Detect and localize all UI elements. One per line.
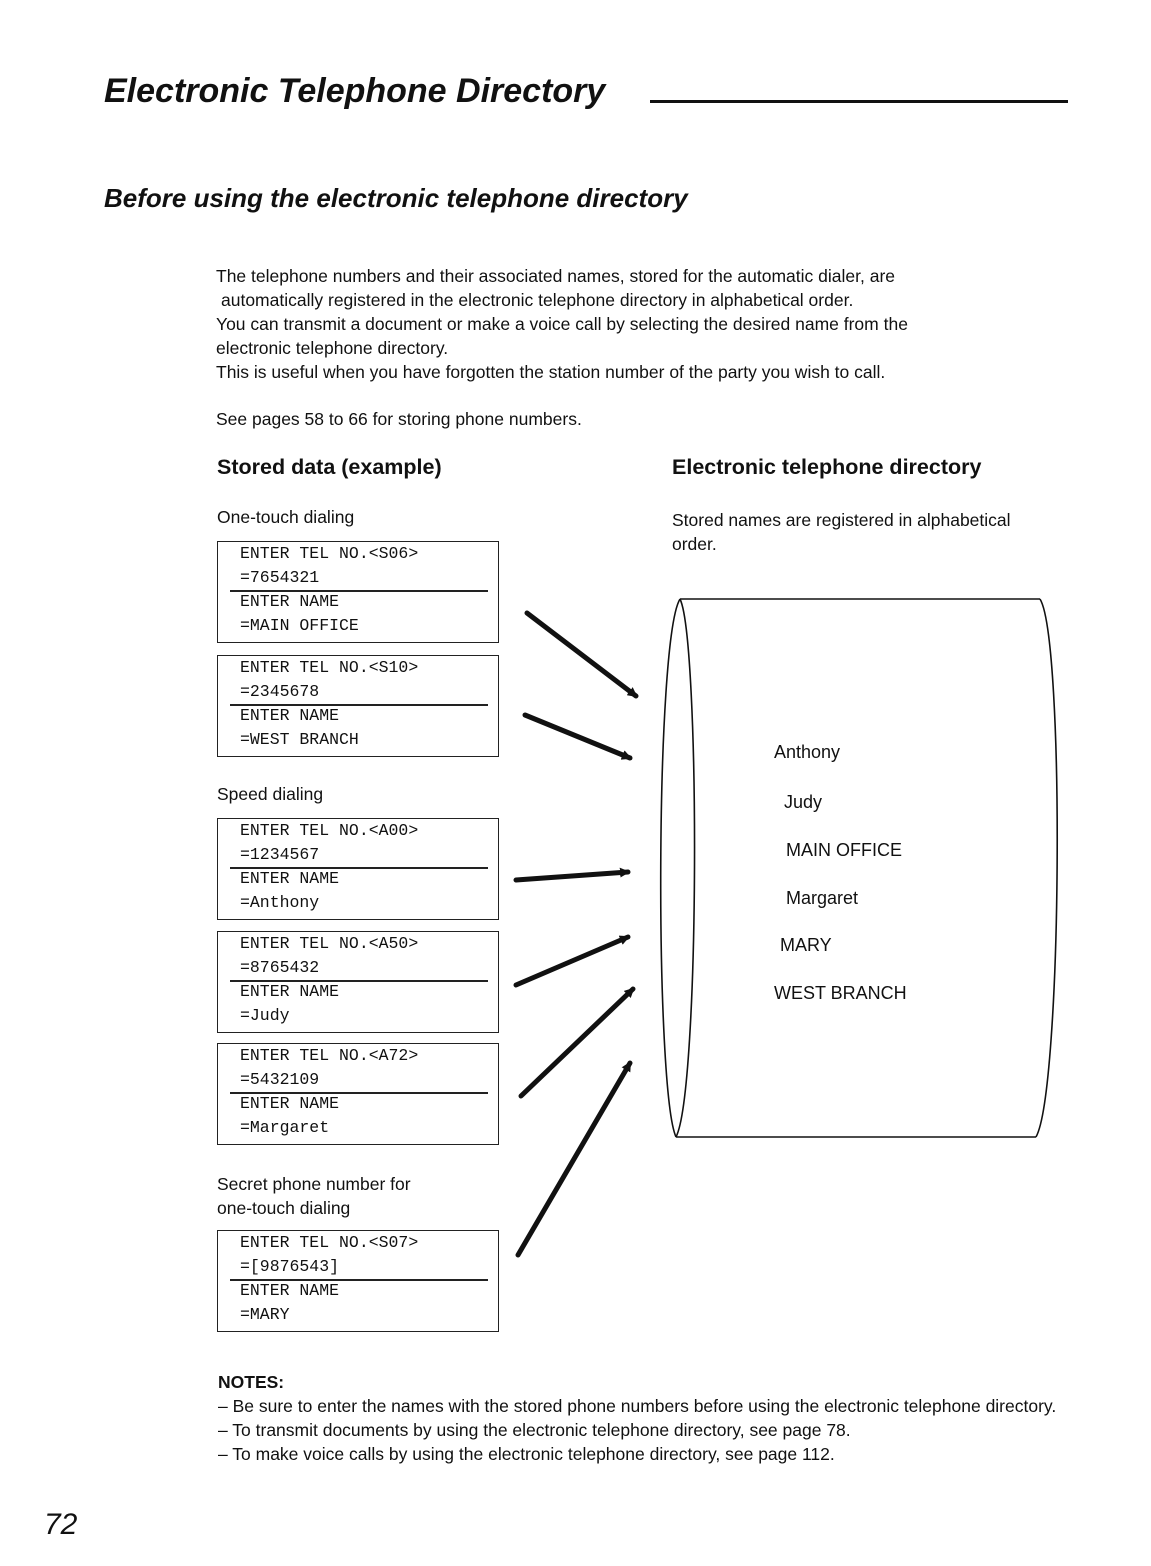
directory-scroll <box>661 599 1057 1137</box>
secret-label-line: one-touch dialing <box>217 1198 351 1218</box>
directory-name: MAIN OFFICE <box>786 840 902 860</box>
intro-line: The telephone numbers and their associated names, stored for the automatic dialer, are <box>216 266 896 286</box>
lcd-line: =Judy <box>240 1006 290 1025</box>
directory-heading: Electronic telephone directory <box>672 455 982 479</box>
directory-name: WEST BRANCH <box>774 983 907 1003</box>
section-title: Before using the electronic telephone directory <box>104 183 688 213</box>
directory-name: Judy <box>784 792 823 812</box>
speed-dialing-label: Speed dialing <box>217 784 324 804</box>
lcd-line: ENTER NAME <box>240 706 340 725</box>
lcd-line: ENTER NAME <box>240 1094 340 1113</box>
lcd-line: =MAIN OFFICE <box>240 616 359 635</box>
lcd-line: ENTER NAME <box>240 592 340 611</box>
lcd-line: ENTER TEL NO.<S06> <box>240 544 419 563</box>
lcd-line: =Margaret <box>240 1118 330 1137</box>
stored-data-heading: Stored data (example) <box>217 455 442 479</box>
directory-desc-line: Stored names are registered in alphabetical <box>672 510 1011 530</box>
note-item: – To transmit documents by using the electronic telephone directory, see page 78. <box>218 1420 851 1440</box>
directory-desc-line: order. <box>672 534 717 554</box>
arrow-icon <box>525 715 630 758</box>
secret-label-line: Secret phone number for <box>217 1174 411 1194</box>
lcd-line: ENTER TEL NO.<S10> <box>240 658 419 677</box>
intro-line: automatically registered in the electronic telephone directory in alphabetical order. <box>221 290 854 310</box>
arrow-icon <box>518 1063 630 1255</box>
lcd-line: =8765432 <box>240 958 320 977</box>
lcd-line: ENTER TEL NO.<S07> <box>240 1233 419 1252</box>
page-number: 72 <box>44 1508 78 1541</box>
lcd-line: =1234567 <box>240 845 320 864</box>
intro-line: You can transmit a document or make a voice call by selecting the desired name from the <box>216 314 908 334</box>
page-title: Electronic Telephone Directory <box>104 72 606 110</box>
see-pages-note: See pages 58 to 66 for storing phone numbers. <box>216 409 582 429</box>
lcd-line: ENTER TEL NO.<A50> <box>240 934 419 953</box>
note-item: – To make voice calls by using the electronic telephone directory, see page 112. <box>218 1444 835 1464</box>
lcd-line: =WEST BRANCH <box>240 730 359 749</box>
arrow-icon <box>521 989 633 1096</box>
directory-name: Anthony <box>774 742 841 762</box>
one-touch-label: One-touch dialing <box>217 507 355 527</box>
lcd-line: =2345678 <box>240 682 320 701</box>
notes-heading: NOTES: <box>218 1372 285 1392</box>
arrow-icon <box>516 937 628 985</box>
lcd-line: =5432109 <box>240 1070 320 1089</box>
lcd-line: =7654321 <box>240 568 320 587</box>
note-item: – Be sure to enter the names with the stored phone numbers before using the electronic telephone directory. <box>218 1396 1057 1416</box>
lcd-line: =Anthony <box>240 893 320 912</box>
lcd-line: ENTER TEL NO.<A72> <box>240 1046 419 1065</box>
lcd-line: =MARY <box>240 1305 290 1324</box>
directory-name: Margaret <box>786 888 859 908</box>
lcd-line: ENTER NAME <box>240 982 340 1001</box>
lcd-line: ENTER NAME <box>240 1281 340 1300</box>
lcd-line: =[9876543] <box>240 1257 340 1276</box>
lcd-line: ENTER TEL NO.<A00> <box>240 821 419 840</box>
intro-line: This is useful when you have forgotten the station number of the party you wish to call. <box>216 362 886 382</box>
lcd-line: ENTER NAME <box>240 869 340 888</box>
arrow-icon <box>527 613 636 696</box>
notes-section <box>218 1370 1078 1466</box>
directory-name: MARY <box>780 935 832 955</box>
intro-line: electronic telephone directory. <box>216 338 449 358</box>
arrow-icon <box>516 872 628 880</box>
